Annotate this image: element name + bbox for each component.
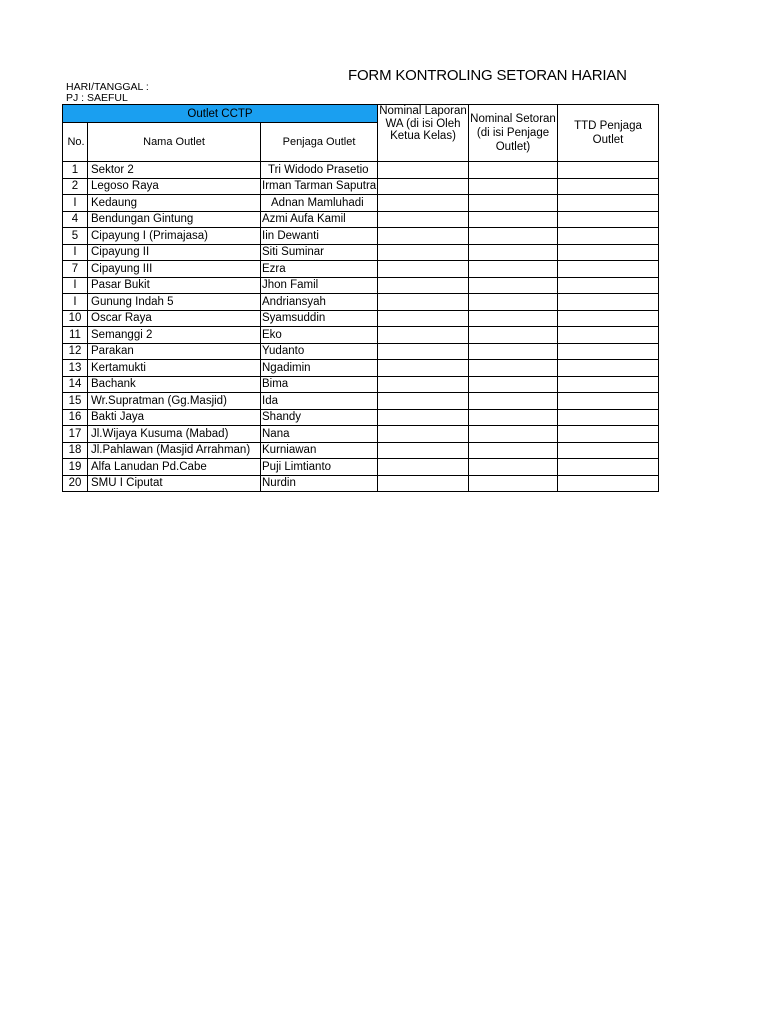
guard-name-cell: Eko — [261, 327, 378, 344]
nominal-laporan-cell[interactable] — [378, 376, 469, 393]
row-number: 4 — [63, 211, 88, 228]
col-header-outlet-name: Nama Outlet — [88, 123, 261, 162]
nominal-laporan-cell[interactable] — [378, 393, 469, 410]
nominal-laporan-cell[interactable] — [378, 162, 469, 179]
outlet-name-cell: SMU I Ciputat — [88, 475, 261, 492]
row-number: 5 — [63, 228, 88, 245]
row-number: 15 — [63, 393, 88, 410]
col-header-nominal-laporan: Nominal Laporan WA (di isi Oleh Ketua Kelas) — [378, 105, 469, 162]
table-row — [63, 244, 659, 261]
row-number: I — [63, 294, 88, 311]
nominal-laporan-cell[interactable] — [378, 195, 469, 212]
row-number: 12 — [63, 343, 88, 360]
row-number: 19 — [63, 459, 88, 476]
table-row — [63, 409, 659, 426]
table-row — [63, 162, 659, 179]
header-row-group — [63, 105, 659, 123]
guard-name-cell: Kurniawan — [261, 442, 378, 459]
guard-name-cell: Ida — [261, 393, 378, 410]
outlet-name-cell: Semanggi 2 — [88, 327, 261, 344]
nominal-setoran-cell[interactable] — [469, 261, 558, 278]
outlet-name-cell: Kertamukti — [88, 360, 261, 377]
row-number: 17 — [63, 426, 88, 443]
nominal-laporan-cell[interactable] — [378, 228, 469, 245]
outlet-name-cell: Parakan — [88, 343, 261, 360]
table-row — [63, 426, 659, 443]
nominal-laporan-cell[interactable] — [378, 459, 469, 476]
nominal-setoran-cell[interactable] — [469, 360, 558, 377]
table-row — [63, 195, 659, 212]
nominal-setoran-cell[interactable] — [469, 195, 558, 212]
nominal-setoran-cell[interactable] — [469, 277, 558, 294]
row-number: 10 — [63, 310, 88, 327]
table-body — [63, 162, 659, 492]
row-number: 11 — [63, 327, 88, 344]
outlet-name-cell: Jl.Wijaya Kusuma (Mabad) — [88, 426, 261, 443]
table-row — [63, 294, 659, 311]
nominal-laporan-cell[interactable] — [378, 360, 469, 377]
ttd-cell[interactable] — [558, 310, 659, 327]
row-number: I — [63, 277, 88, 294]
ttd-cell[interactable] — [558, 261, 659, 278]
nominal-laporan-cell[interactable] — [378, 409, 469, 426]
outlet-name-cell: Wr.Supratman (Gg.Masjid) — [88, 393, 261, 410]
ttd-cell[interactable] — [558, 343, 659, 360]
outlet-name-cell: Oscar Raya — [88, 310, 261, 327]
nominal-laporan-cell[interactable] — [378, 261, 469, 278]
table-row — [63, 475, 659, 492]
guard-name-cell: Tri Widodo Prasetio — [261, 162, 378, 179]
guard-name-cell: Andriansyah — [261, 294, 378, 311]
ttd-cell[interactable] — [558, 459, 659, 476]
guard-name-cell: Azmi Aufa Kamil — [261, 211, 378, 228]
form-title: FORM KONTROLING SETORAN HARIAN — [348, 67, 627, 84]
guard-name-cell: Ngadimin — [261, 360, 378, 377]
table-row — [63, 261, 659, 278]
table-row — [63, 459, 659, 476]
guard-name-cell: Puji Limtianto — [261, 459, 378, 476]
outlet-name-cell: Cipayung III — [88, 261, 261, 278]
ttd-cell[interactable] — [558, 294, 659, 311]
nominal-laporan-cell[interactable] — [378, 294, 469, 311]
row-number: 13 — [63, 360, 88, 377]
ttd-cell[interactable] — [558, 376, 659, 393]
outlet-name-cell: Bakti Jaya — [88, 409, 261, 426]
col-header-nominal-setoran: Nominal Setoran (di isi Penjage Outlet) — [469, 105, 558, 162]
nominal-setoran-cell[interactable] — [469, 343, 558, 360]
nominal-setoran-cell[interactable] — [469, 327, 558, 344]
outlet-name-cell: Pasar Bukit — [88, 277, 261, 294]
ttd-cell[interactable] — [558, 244, 659, 261]
outlet-name-cell: Cipayung I (Primajasa) — [88, 228, 261, 245]
outlet-name-cell: Sektor 2 — [88, 162, 261, 179]
nominal-laporan-cell[interactable] — [378, 178, 469, 195]
nominal-laporan-cell[interactable] — [378, 327, 469, 344]
setoran-table — [62, 104, 659, 492]
guard-name-cell: Adnan Mamluhadi — [261, 195, 378, 212]
col-header-ttd: TTD Penjaga Outlet — [558, 105, 659, 162]
guard-name-cell: Ezra — [261, 261, 378, 278]
guard-name-cell: Yudanto — [261, 343, 378, 360]
outlet-name-cell: Bachank — [88, 376, 261, 393]
nominal-laporan-cell[interactable] — [378, 244, 469, 261]
ttd-cell[interactable] — [558, 360, 659, 377]
date-label: HARI/TANGGAL : — [66, 81, 149, 93]
nominal-laporan-cell[interactable] — [378, 442, 469, 459]
ttd-cell[interactable] — [558, 211, 659, 228]
outlet-name-cell: Jl.Pahlawan (Masjid Arrahman) — [88, 442, 261, 459]
nominal-laporan-cell[interactable] — [378, 343, 469, 360]
table-row — [63, 327, 659, 344]
ttd-cell[interactable] — [558, 195, 659, 212]
nominal-laporan-cell[interactable] — [378, 277, 469, 294]
guard-name-cell: Siti Suminar — [261, 244, 378, 261]
nominal-setoran-cell[interactable] — [469, 459, 558, 476]
nominal-laporan-cell[interactable] — [378, 211, 469, 228]
group-header-outlet-cctp: Outlet CCTP — [63, 105, 378, 123]
ttd-cell[interactable] — [558, 475, 659, 492]
table-row — [63, 343, 659, 360]
nominal-setoran-cell[interactable] — [469, 310, 558, 327]
col-header-guard: Penjaga Outlet — [261, 123, 378, 162]
nominal-laporan-cell[interactable] — [378, 310, 469, 327]
outlet-name-cell: Bendungan Gintung — [88, 211, 261, 228]
row-number: I — [63, 195, 88, 212]
ttd-cell[interactable] — [558, 442, 659, 459]
outlet-name-cell: Legoso Raya — [88, 178, 261, 195]
row-number: 2 — [63, 178, 88, 195]
guard-name-cell: Nurdin — [261, 475, 378, 492]
table-row — [63, 211, 659, 228]
ttd-cell[interactable] — [558, 409, 659, 426]
ttd-cell[interactable] — [558, 162, 659, 179]
row-number: 7 — [63, 261, 88, 278]
nominal-setoran-cell[interactable] — [469, 211, 558, 228]
nominal-setoran-cell[interactable] — [469, 178, 558, 195]
nominal-setoran-cell[interactable] — [469, 409, 558, 426]
guard-name-cell: Iin Dewanti — [261, 228, 378, 245]
nominal-setoran-cell[interactable] — [469, 294, 558, 311]
ttd-cell[interactable] — [558, 228, 659, 245]
row-number: 20 — [63, 475, 88, 492]
nominal-setoran-cell[interactable] — [469, 442, 558, 459]
table-row — [63, 310, 659, 327]
row-number: 1 — [63, 162, 88, 179]
table-row — [63, 376, 659, 393]
nominal-setoran-cell[interactable] — [469, 393, 558, 410]
table-row — [63, 228, 659, 245]
nominal-laporan-cell[interactable] — [378, 475, 469, 492]
ttd-cell[interactable] — [558, 393, 659, 410]
table-row — [63, 360, 659, 377]
guard-name-cell: Syamsuddin — [261, 310, 378, 327]
nominal-laporan-cell[interactable] — [378, 426, 469, 443]
guard-name-cell: Irman Tarman Saputra — [261, 178, 378, 195]
ttd-cell[interactable] — [558, 426, 659, 443]
guard-name-cell: Bima — [261, 376, 378, 393]
outlet-name-cell: Kedaung — [88, 195, 261, 212]
outlet-name-cell: Gunung Indah 5 — [88, 294, 261, 311]
ttd-cell[interactable] — [558, 178, 659, 195]
row-number: 18 — [63, 442, 88, 459]
outlet-name-cell: Cipayung II — [88, 244, 261, 261]
table-row — [63, 277, 659, 294]
outlet-name-cell: Alfa Lanudan Pd.Cabe — [88, 459, 261, 476]
nominal-setoran-cell[interactable] — [469, 376, 558, 393]
ttd-cell[interactable] — [558, 327, 659, 344]
nominal-setoran-cell[interactable] — [469, 228, 558, 245]
table-row — [63, 442, 659, 459]
guard-name-cell: Nana — [261, 426, 378, 443]
table-row — [63, 178, 659, 195]
nominal-setoran-cell[interactable] — [469, 244, 558, 261]
col-header-no: No. — [63, 123, 88, 162]
table-row — [63, 393, 659, 410]
nominal-setoran-cell[interactable] — [469, 475, 558, 492]
nominal-setoran-cell[interactable] — [469, 162, 558, 179]
guard-name-cell: Shandy — [261, 409, 378, 426]
ttd-cell[interactable] — [558, 277, 659, 294]
guard-name-cell: Jhon Famil — [261, 277, 378, 294]
row-number: 16 — [63, 409, 88, 426]
row-number: 14 — [63, 376, 88, 393]
row-number: I — [63, 244, 88, 261]
nominal-setoran-cell[interactable] — [469, 426, 558, 443]
pj-label: PJ : SAEFUL — [66, 92, 128, 104]
